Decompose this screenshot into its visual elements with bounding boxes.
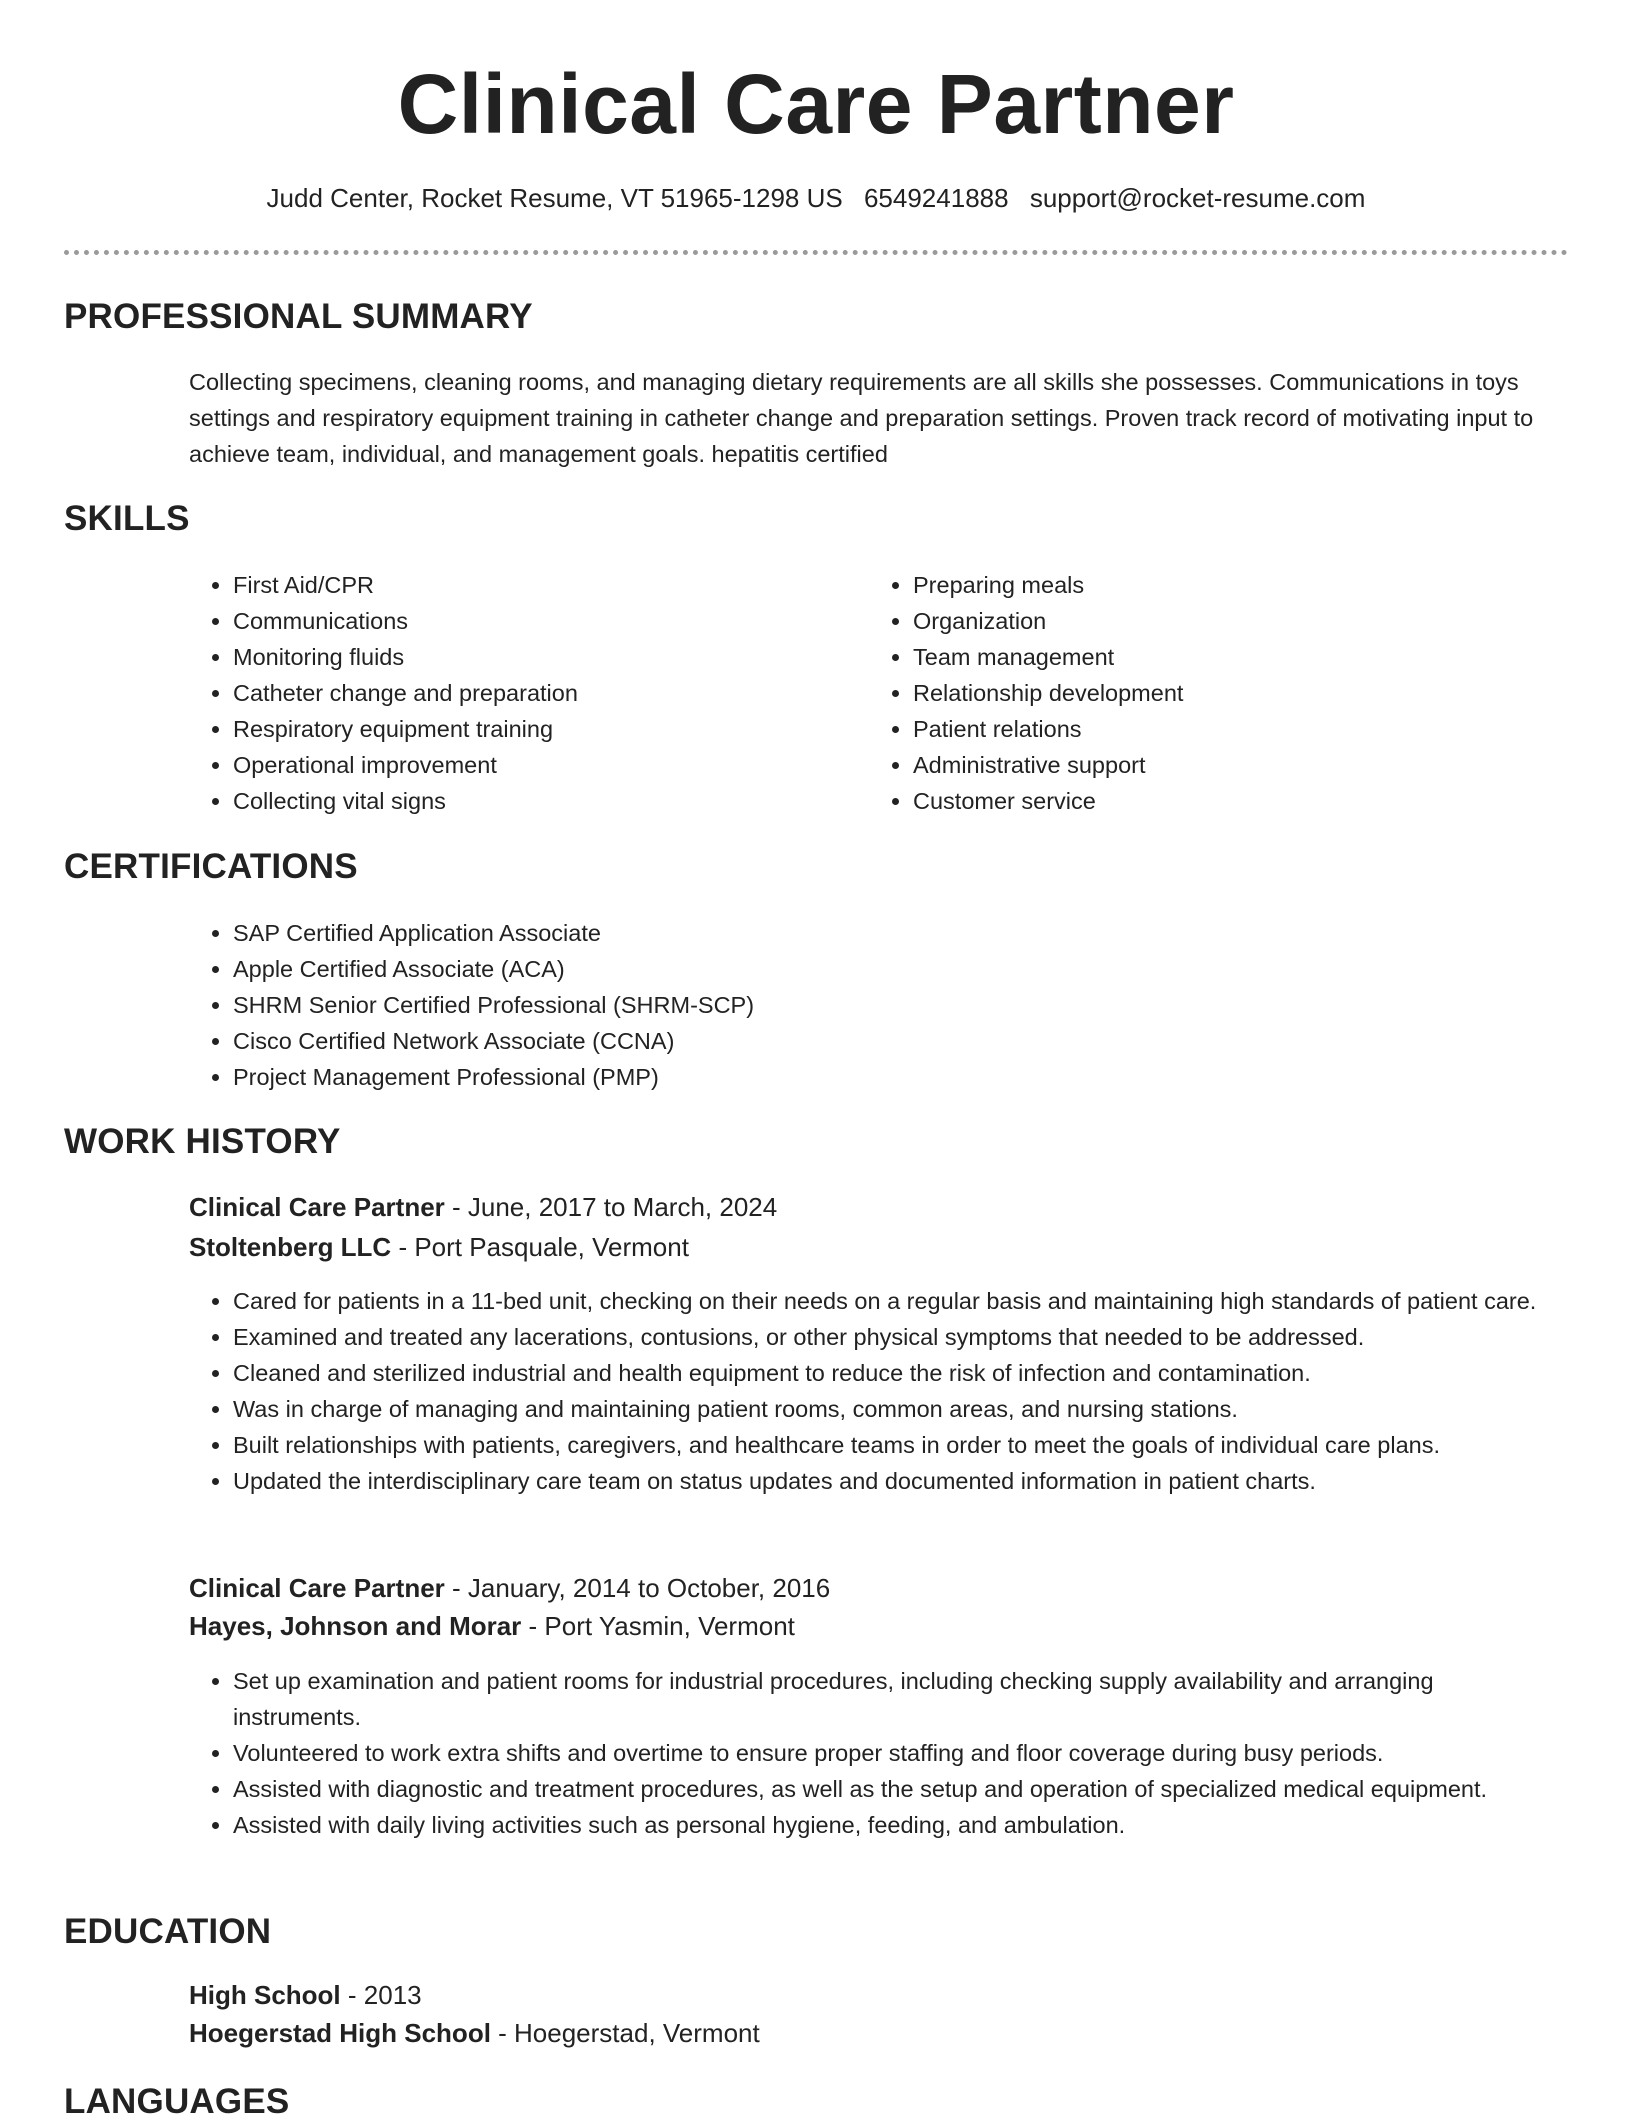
job-dates: - January, 2014 to October, 2016 xyxy=(444,1573,831,1603)
duty-item: • Updated the interdisciplinary care team on status updates and documented information in patient charts. xyxy=(233,1463,1613,1499)
job-role: Clinical Care Partner xyxy=(189,1192,445,1222)
certification-item: • SHRM Senior Certified Professional (SHRM-SCP) xyxy=(233,987,1533,1023)
skill-item: • Patient relations xyxy=(913,711,1533,747)
skill-item: • First Aid/CPR xyxy=(233,567,853,603)
job-location: - Port Yasmin, Vermont xyxy=(521,1611,795,1641)
duty-item: • Assisted with daily living activities such as personal hygiene, feeding, and ambulation. xyxy=(233,1807,1563,1843)
education-degree: High School xyxy=(189,1980,341,2010)
candidate-title: Clinical Care Partner xyxy=(397,57,1235,151)
duty-item: • Volunteered to work extra shifts and overtime to ensure proper staffing and floor coverage during busy periods. xyxy=(233,1735,1563,1771)
duty-item: • Built relationships with patients, caregivers, and healthcare teams in order to meet the goals of individual care plans. xyxy=(233,1427,1613,1463)
education-school: Hoegerstad High School xyxy=(189,2018,491,2048)
education-degree-line xyxy=(189,1976,422,2014)
education-school-line xyxy=(189,2014,760,2052)
job-1-title-line xyxy=(189,1188,777,1226)
skills-list-right xyxy=(869,567,1533,819)
job-1-company-line xyxy=(189,1228,689,1266)
skills-heading: SKILLS xyxy=(64,499,190,538)
job-role: Clinical Care Partner xyxy=(189,1573,445,1603)
skill-item: • Organization xyxy=(913,603,1533,639)
skill-item: • Respiratory equipment training xyxy=(233,711,853,747)
summary-text: Collecting specimens, cleaning rooms, and managing dietary requirements are all skills she possesses. Communications in toys settings and respiratory equipment training in catheter change and preparation settings. Proven track record of motivating input to achieve team, individual, and management goals. hepatitis certified xyxy=(189,369,1534,467)
contact-address: Judd Center, Rocket Resume, VT 51965-1298 US xyxy=(266,183,843,213)
job-2-company-line xyxy=(189,1607,795,1645)
duty-item: • Examined and treated any lacerations, contusions, or other physical symptoms that needed to be addressed. xyxy=(233,1319,1613,1355)
certification-item: • Apple Certified Associate (ACA) xyxy=(233,951,1533,987)
duty-item: • Assisted with diagnostic and treatment procedures, as well as the setup and operation of specialized medical equipment. xyxy=(233,1771,1563,1807)
skills-list-left xyxy=(189,567,853,819)
job-2-title-line xyxy=(189,1569,830,1607)
skill-item: • Customer service xyxy=(913,783,1533,819)
skill-item: • Communications xyxy=(233,603,853,639)
contact-line xyxy=(0,180,1632,216)
duty-item: • Set up examination and patient rooms for industrial procedures, including checking supply availability and arranging instruments. xyxy=(233,1663,1563,1735)
skill-item: • Preparing meals xyxy=(913,567,1533,603)
skill-item: • Administrative support xyxy=(913,747,1533,783)
job-1-duties xyxy=(189,1283,1613,1499)
certification-item: • Project Management Professional (PMP) xyxy=(233,1059,1533,1095)
work-history-heading: WORK HISTORY xyxy=(64,1122,341,1161)
job-location: - Port Pasquale, Vermont xyxy=(391,1232,689,1262)
skill-item: • Operational improvement xyxy=(233,747,853,783)
skill-item: • Collecting vital signs xyxy=(233,783,853,819)
summary-heading: PROFESSIONAL SUMMARY xyxy=(64,297,533,336)
header-divider xyxy=(64,250,1568,255)
contact-phone: 6549241888 xyxy=(863,183,1009,213)
job-company: Hayes, Johnson and Morar xyxy=(189,1611,522,1641)
skill-item: • Team management xyxy=(913,639,1533,675)
education-location: - Hoegerstad, Vermont xyxy=(490,2018,760,2048)
skill-item: • Catheter change and preparation xyxy=(233,675,853,711)
duty-item: • Was in charge of managing and maintaining patient rooms, common areas, and nursing stations. xyxy=(233,1391,1613,1427)
skill-item: • Relationship development xyxy=(913,675,1533,711)
job-company: Stoltenberg LLC xyxy=(189,1232,392,1262)
contact-email: support@rocket-resume.com xyxy=(1029,183,1366,213)
education-heading: EDUCATION xyxy=(64,1912,272,1951)
skill-item: • Monitoring fluids xyxy=(233,639,853,675)
education-year: - 2013 xyxy=(340,1980,422,2010)
languages-heading: LANGUAGES xyxy=(64,2082,290,2121)
certifications-list xyxy=(189,915,1533,1095)
job-dates: - June, 2017 to March, 2024 xyxy=(444,1192,778,1222)
job-2-duties xyxy=(189,1663,1563,1843)
certification-item: • SAP Certified Application Associate xyxy=(233,915,1533,951)
duty-item: • Cared for patients in a 11-bed unit, checking on their needs on a regular basis and maintaining high standards of patient care. xyxy=(233,1283,1613,1319)
certification-item: • Cisco Certified Network Associate (CCNA) xyxy=(233,1023,1533,1059)
duty-item: • Cleaned and sterilized industrial and health equipment to reduce the risk of infection and contamination. xyxy=(233,1355,1613,1391)
certifications-heading: CERTIFICATIONS xyxy=(64,847,358,886)
